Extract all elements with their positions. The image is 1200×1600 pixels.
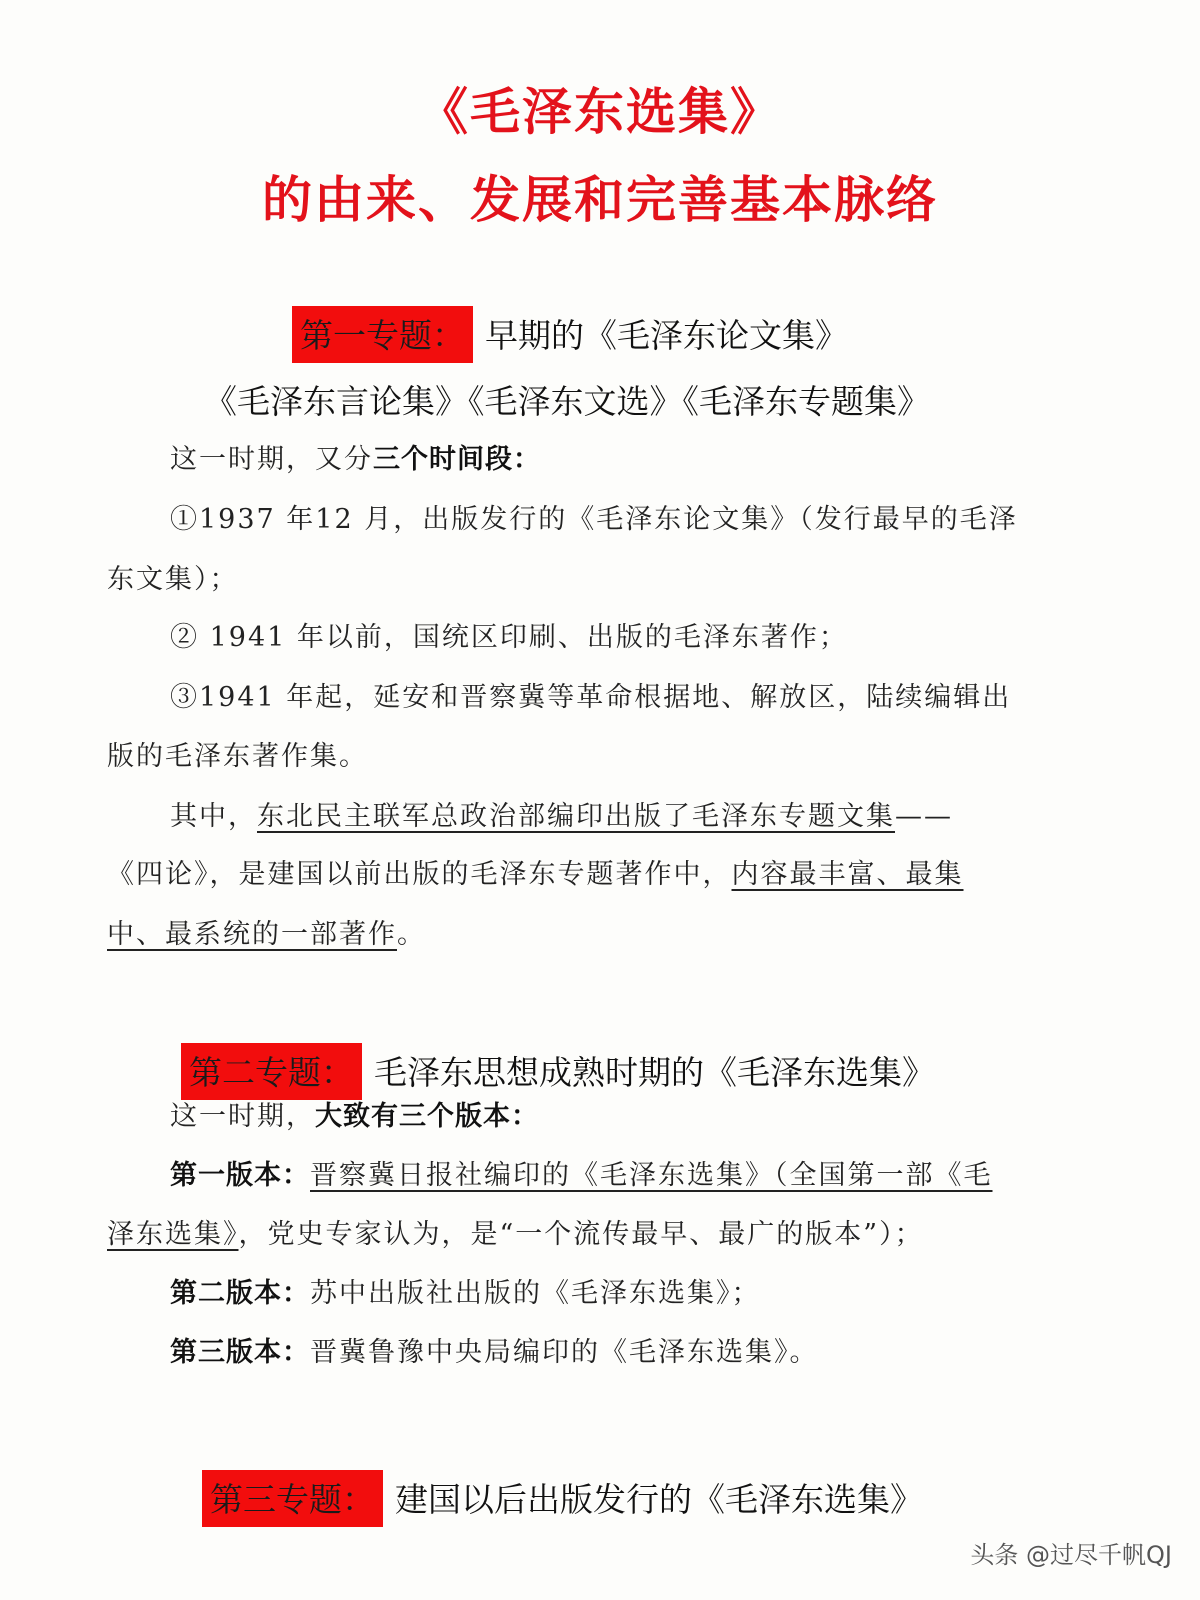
version-text: ，党史专家认为，是“一个流传最早、最广的版本”）； xyxy=(238,1219,924,1250)
para-underlined-text: 中、最系统的一部著作 xyxy=(107,919,397,950)
para-underlined-text: 内容最丰富、最集 xyxy=(731,859,964,890)
section1-item3-line1: ③1941 年起，延安和晋察冀等革命根据地、解放区，陆续编辑出 xyxy=(170,682,1012,713)
para-underlined-text: 东北民主联军总政治部编印出版了毛泽东专题文集 xyxy=(257,801,895,832)
section2-tag: 第二专题： xyxy=(181,1043,362,1100)
section3-heading-text: 建国以后出版发行的《毛泽东选集》 xyxy=(395,1480,923,1519)
section2-heading xyxy=(181,1043,935,1100)
section2-version3 xyxy=(170,1330,819,1369)
section1-item3-line2: 版的毛泽东著作集。 xyxy=(107,741,368,772)
section2-intro xyxy=(170,1094,539,1133)
version-underlined-text: 泽东选集》 xyxy=(107,1219,239,1250)
section2-version2 xyxy=(170,1271,761,1310)
section2-intro-text: 这一时期， xyxy=(170,1101,315,1132)
section1-heading-text: 早期的《毛泽东论文集》 xyxy=(485,316,848,355)
para-text: 其中， xyxy=(170,801,257,832)
section1-item1-line2: 东文集）； xyxy=(107,564,239,595)
section2-version1-line1 xyxy=(170,1153,993,1192)
version-text: 苏中出版社出版的《毛泽东选集》； xyxy=(310,1278,761,1309)
watermark: 头条 @过尽千帆QJ xyxy=(970,1541,1172,1569)
section1-para-line2 xyxy=(107,852,964,891)
document-title-line2: 的由来、发展和完善基本脉络 xyxy=(262,170,938,229)
section2-version1-line2 xyxy=(107,1212,924,1251)
section1-heading-line2: 《毛泽东言论集》《毛泽东文选》《毛泽东专题集》 xyxy=(204,382,930,421)
section1-item1-line1: ①1937 年12 月，出版发行的《毛泽东论文集》（发行最早的毛泽 xyxy=(170,504,1018,535)
para-dash: —— xyxy=(895,801,953,832)
document-title-line1: 《毛泽东选集》 xyxy=(418,82,782,141)
section3-tag: 第三专题： xyxy=(202,1470,383,1527)
section3-heading xyxy=(202,1470,923,1527)
version-label: 第二版本： xyxy=(170,1278,310,1309)
para-text: 。 xyxy=(397,919,426,950)
section2-heading-text: 毛泽东思想成熟时期的《毛泽东选集》 xyxy=(374,1053,935,1092)
section1-intro-emphasis: 三个时间段： xyxy=(373,444,541,475)
version-label: 第一版本： xyxy=(170,1160,310,1191)
version-underlined-text: 晋察冀日报社编印的《毛泽东选集》（全国第一部《毛 xyxy=(310,1160,993,1191)
section1-heading xyxy=(292,306,848,363)
section1-para-line3 xyxy=(107,912,426,951)
section1-intro-text: 这一时期，又分 xyxy=(170,444,373,475)
para-text: 《四论》，是建国以前出版的毛泽东专题著作中， xyxy=(107,859,732,890)
section1-para-line1 xyxy=(170,794,953,833)
version-label: 第三版本： xyxy=(170,1337,310,1368)
section1-intro xyxy=(170,437,541,476)
section1-item2: ② 1941 年以前，国统区印刷、出版的毛泽东著作； xyxy=(170,622,848,653)
section2-intro-emphasis: 大致有三个版本： xyxy=(315,1101,539,1132)
section1-tag: 第一专题： xyxy=(292,306,473,363)
version-text: 晋冀鲁豫中央局编印的《毛泽东选集》。 xyxy=(310,1337,819,1368)
